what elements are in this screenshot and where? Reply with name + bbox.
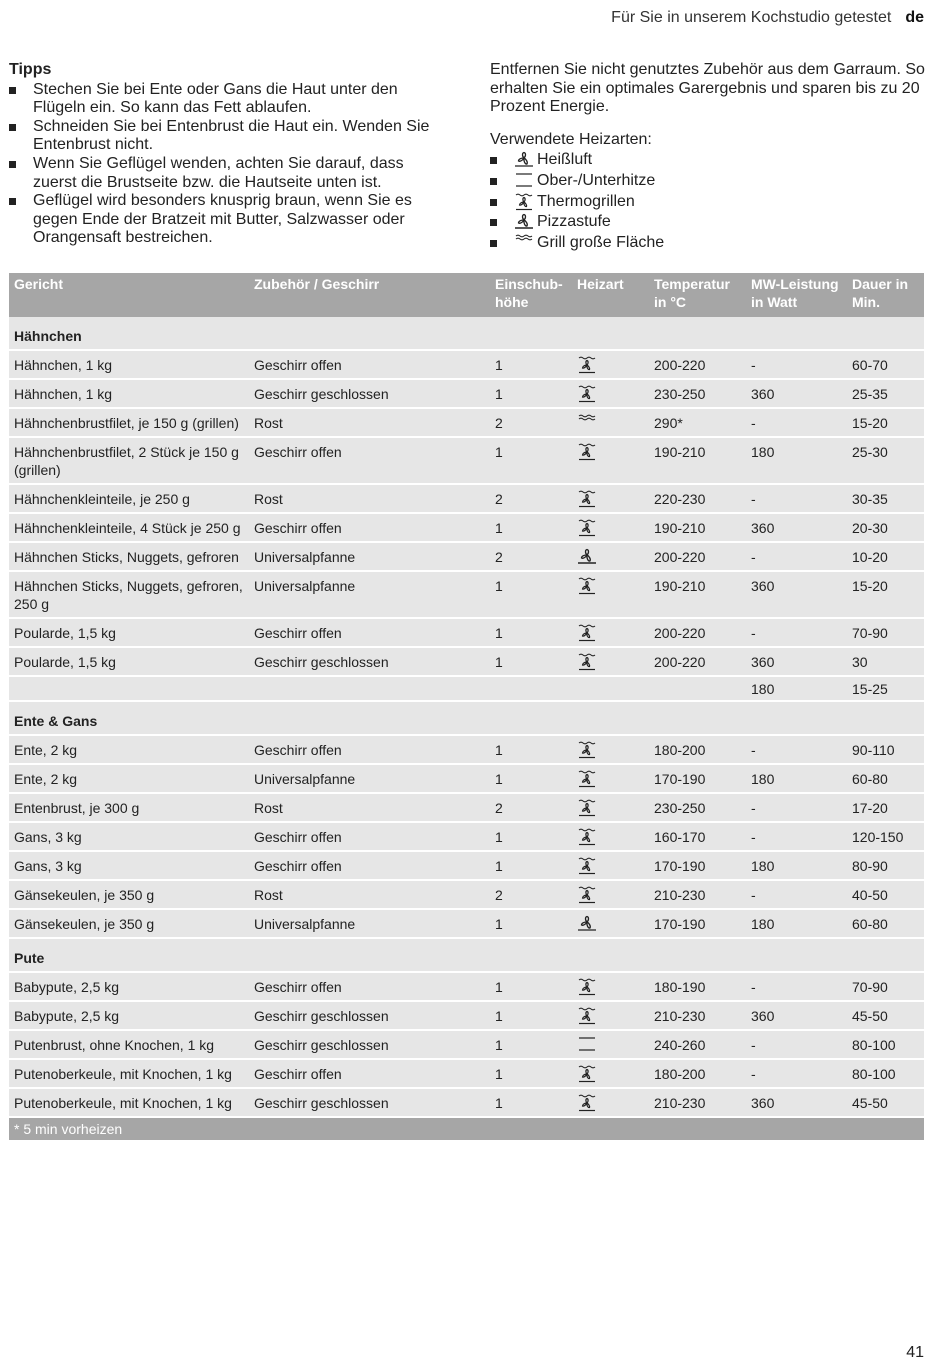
language-code: de bbox=[905, 9, 924, 26]
duration-cell: 17-20 bbox=[847, 793, 924, 822]
level-cell: 1 bbox=[490, 822, 572, 851]
table-row bbox=[9, 379, 924, 408]
mw-power-cell: - bbox=[746, 484, 847, 513]
duration-cell: 15-20 bbox=[847, 571, 924, 618]
level-cell: 1 bbox=[490, 972, 572, 1001]
table-row bbox=[9, 1088, 924, 1117]
table-row bbox=[9, 542, 924, 571]
heat-cell bbox=[572, 909, 649, 938]
duration-cell: 80-100 bbox=[847, 1059, 924, 1088]
duration-cell: 90-110 bbox=[847, 735, 924, 764]
page-header bbox=[611, 9, 924, 27]
table-row bbox=[9, 437, 924, 484]
level-cell: 1 bbox=[490, 1001, 572, 1030]
duration-cell: 60-80 bbox=[847, 909, 924, 938]
thermogrill-icon bbox=[577, 385, 597, 403]
temperature-cell: 170-190 bbox=[649, 909, 746, 938]
table-row bbox=[9, 735, 924, 764]
temperature-cell: 230-250 bbox=[649, 793, 746, 822]
duration-cell: 30 bbox=[847, 647, 924, 676]
table-row bbox=[9, 880, 924, 909]
table-row bbox=[9, 1059, 924, 1088]
level-cell: 1 bbox=[490, 1030, 572, 1059]
heat-mode-label: Grill große Fläche bbox=[537, 233, 665, 251]
heat-mode-item bbox=[490, 233, 930, 254]
level-cell: 2 bbox=[490, 793, 572, 822]
thermogrill-icon bbox=[577, 770, 597, 788]
accessory-cell: Rost bbox=[249, 408, 490, 437]
accessory-cell: Universalpfanne bbox=[249, 764, 490, 793]
heat-cell bbox=[572, 1030, 649, 1059]
heat-cell bbox=[572, 647, 649, 676]
heat-cell bbox=[572, 484, 649, 513]
pizza-setting-icon bbox=[514, 213, 534, 229]
temperature-cell: 200-220 bbox=[649, 647, 746, 676]
mw-power-cell: 360 bbox=[746, 379, 847, 408]
temperature-cell: 180-200 bbox=[649, 735, 746, 764]
heat-mode-label: Thermogrillen bbox=[537, 192, 635, 210]
heat-cell bbox=[572, 676, 649, 701]
accessory-cell: Geschirr offen bbox=[249, 822, 490, 851]
dish-cell: Putenbrust, ohne Knochen, 1 kg bbox=[9, 1030, 249, 1059]
section-header-row bbox=[9, 938, 924, 972]
duration-cell: 45-50 bbox=[847, 1001, 924, 1030]
level-cell: 1 bbox=[490, 735, 572, 764]
mw-power-cell: - bbox=[746, 793, 847, 822]
heat-cell bbox=[572, 793, 649, 822]
mw-power-cell: - bbox=[746, 1030, 847, 1059]
heat-cell bbox=[572, 437, 649, 484]
hot-air-icon bbox=[577, 915, 597, 933]
mw-power-cell: - bbox=[746, 618, 847, 647]
duration-cell: 25-35 bbox=[847, 379, 924, 408]
level-cell: 1 bbox=[490, 647, 572, 676]
mw-power-cell: - bbox=[746, 880, 847, 909]
dish-cell: Babypute, 2,5 kg bbox=[9, 972, 249, 1001]
tip-item: Schneiden Sie bei Entenbrust die Haut ein. Wenden Sie Entenbrust nicht. bbox=[9, 118, 449, 155]
heat-cell bbox=[572, 513, 649, 542]
mw-power-cell: 360 bbox=[746, 647, 847, 676]
thermogrill-icon bbox=[577, 978, 597, 996]
table-row bbox=[9, 618, 924, 647]
accessory-cell: Geschirr geschlossen bbox=[249, 647, 490, 676]
table-row bbox=[9, 1030, 924, 1059]
dish-cell: Hähnchen Sticks, Nuggets, gefroren bbox=[9, 542, 249, 571]
heat-cell bbox=[572, 542, 649, 571]
temperature-cell: 290* bbox=[649, 408, 746, 437]
thermogrill-icon bbox=[577, 490, 597, 508]
heat-modes-list bbox=[490, 150, 930, 253]
mw-power-cell: 180 bbox=[746, 437, 847, 484]
table-row bbox=[9, 764, 924, 793]
dish-cell: Ente, 2 kg bbox=[9, 764, 249, 793]
mw-power-cell: 360 bbox=[746, 1088, 847, 1117]
level-cell bbox=[490, 676, 572, 701]
duration-cell: 30-35 bbox=[847, 484, 924, 513]
accessory-cell: Rost bbox=[249, 484, 490, 513]
section-title: Pute bbox=[9, 938, 924, 972]
dish-cell: Hähnchen Sticks, Nuggets, gefroren, 250 g bbox=[9, 571, 249, 618]
mw-power-cell: - bbox=[746, 350, 847, 379]
accessory-cell: Universalpfanne bbox=[249, 571, 490, 618]
thermogrill-icon bbox=[577, 653, 597, 671]
mw-power-cell: 180 bbox=[746, 909, 847, 938]
temperature-cell: 240-260 bbox=[649, 1030, 746, 1059]
thermogrill-icon bbox=[577, 828, 597, 846]
dish-cell: Ente, 2 kg bbox=[9, 735, 249, 764]
dish-cell: Hähnchenbrustfilet, 2 Stück je 150 g (grillen) bbox=[9, 437, 249, 484]
mw-power-cell: 360 bbox=[746, 513, 847, 542]
table-row bbox=[9, 408, 924, 437]
thermogrill-icon bbox=[577, 1065, 597, 1083]
thermogrill-icon bbox=[577, 624, 597, 642]
duration-cell: 25-30 bbox=[847, 437, 924, 484]
heat-mode-label: Heißluft bbox=[537, 151, 593, 169]
temperature-cell: 200-220 bbox=[649, 542, 746, 571]
temperature-cell: 160-170 bbox=[649, 822, 746, 851]
thermogrill-icon bbox=[577, 857, 597, 875]
tips-column bbox=[9, 61, 449, 248]
level-cell: 2 bbox=[490, 484, 572, 513]
pizza-setting-icon bbox=[577, 548, 597, 566]
grill-large-icon bbox=[577, 414, 597, 432]
heat-cell bbox=[572, 851, 649, 880]
accessory-cell: Geschirr offen bbox=[249, 1059, 490, 1088]
level-cell: 2 bbox=[490, 408, 572, 437]
heat-mode-item bbox=[490, 192, 930, 213]
section-title: Hähnchen bbox=[9, 317, 924, 350]
thermogrill-icon bbox=[514, 193, 534, 209]
dish-cell: Poularde, 1,5 kg bbox=[9, 618, 249, 647]
level-cell: 1 bbox=[490, 350, 572, 379]
accessory-cell: Rost bbox=[249, 793, 490, 822]
mw-power-cell: - bbox=[746, 1059, 847, 1088]
heat-cell bbox=[572, 1059, 649, 1088]
heat-cell bbox=[572, 571, 649, 618]
level-cell: 2 bbox=[490, 880, 572, 909]
level-cell: 1 bbox=[490, 379, 572, 408]
duration-cell: 40-50 bbox=[847, 880, 924, 909]
temperature-cell: 180-200 bbox=[649, 1059, 746, 1088]
mw-power-cell: - bbox=[746, 972, 847, 1001]
dish-cell bbox=[9, 676, 249, 701]
top-bottom-heat-icon bbox=[514, 172, 534, 188]
accessory-cell: Geschirr offen bbox=[249, 618, 490, 647]
temperature-cell bbox=[649, 676, 746, 701]
footnote-row bbox=[9, 1117, 924, 1140]
tips-list bbox=[9, 81, 449, 248]
heat-mode-label: Pizzastufe bbox=[537, 213, 611, 231]
duration-cell: 60-70 bbox=[847, 350, 924, 379]
mw-power-cell: - bbox=[746, 542, 847, 571]
temperature-cell: 180-190 bbox=[649, 972, 746, 1001]
duration-cell: 45-50 bbox=[847, 1088, 924, 1117]
table-row bbox=[9, 484, 924, 513]
mw-power-cell: 360 bbox=[746, 571, 847, 618]
mw-power-cell: 180 bbox=[746, 764, 847, 793]
dish-cell: Entenbrust, je 300 g bbox=[9, 793, 249, 822]
level-cell: 1 bbox=[490, 1088, 572, 1117]
heat-cell bbox=[572, 972, 649, 1001]
tips-title: Tipps bbox=[9, 61, 52, 78]
heat-mode-item bbox=[490, 171, 930, 192]
heat-cell bbox=[572, 1088, 649, 1117]
temperature-cell: 170-190 bbox=[649, 851, 746, 880]
temperature-cell: 230-250 bbox=[649, 379, 746, 408]
dish-cell: Babypute, 2,5 kg bbox=[9, 1001, 249, 1030]
heat-mode-item bbox=[490, 212, 930, 233]
heat-modes-title: Verwendete Heizarten: bbox=[490, 130, 652, 148]
accessory-cell: Geschirr geschlossen bbox=[249, 1001, 490, 1030]
dish-cell: Putenoberkeule, mit Knochen, 1 kg bbox=[9, 1059, 249, 1088]
dish-cell: Hähnchen, 1 kg bbox=[9, 350, 249, 379]
table-row bbox=[9, 647, 924, 676]
thermogrill-icon bbox=[577, 886, 597, 904]
header-temperature: Temperatur in °C bbox=[649, 273, 746, 317]
cooking-table bbox=[9, 273, 924, 1140]
heat-cell bbox=[572, 408, 649, 437]
thermogrill-icon bbox=[577, 799, 597, 817]
page-number: 41 bbox=[906, 1344, 924, 1361]
heat-cell bbox=[572, 379, 649, 408]
heat-cell bbox=[572, 764, 649, 793]
table-row bbox=[9, 851, 924, 880]
duration-cell: 70-90 bbox=[847, 618, 924, 647]
duration-cell: 20-30 bbox=[847, 513, 924, 542]
level-cell: 1 bbox=[490, 618, 572, 647]
heat-cell bbox=[572, 880, 649, 909]
mw-power-cell: - bbox=[746, 822, 847, 851]
table-row bbox=[9, 1001, 924, 1030]
level-cell: 2 bbox=[490, 542, 572, 571]
thermogrill-icon bbox=[577, 443, 597, 461]
accessory-cell bbox=[249, 676, 490, 701]
duration-cell: 60-80 bbox=[847, 764, 924, 793]
accessory-cell: Universalpfanne bbox=[249, 542, 490, 571]
duration-cell: 80-90 bbox=[847, 851, 924, 880]
header-duration: Dauer in Min. bbox=[847, 273, 924, 317]
tip-item: Stechen Sie bei Ente oder Gans die Haut unter den Flügeln ein. So kann das Fett ablaufen. bbox=[9, 81, 449, 118]
accessory-cell: Geschirr offen bbox=[249, 735, 490, 764]
energy-paragraph: Entfernen Sie nicht genutztes Zubehör aus dem Garraum. So erhalten Sie ein optimales Garergebnis und sparen bis zu 20 Prozent Energie. bbox=[490, 61, 925, 116]
temperature-cell: 190-210 bbox=[649, 571, 746, 618]
heat-mode-label: Ober-/Unterhitze bbox=[537, 171, 656, 189]
info-column bbox=[490, 61, 930, 253]
duration-cell: 80-100 bbox=[847, 1030, 924, 1059]
thermogrill-icon bbox=[577, 1094, 597, 1112]
table-row bbox=[9, 793, 924, 822]
footnote: * 5 min vorheizen bbox=[9, 1117, 924, 1140]
temperature-cell: 170-190 bbox=[649, 764, 746, 793]
accessory-cell: Geschirr geschlossen bbox=[249, 379, 490, 408]
thermogrill-icon bbox=[577, 1007, 597, 1025]
temperature-cell: 210-230 bbox=[649, 880, 746, 909]
dish-cell: Gans, 3 kg bbox=[9, 851, 249, 880]
duration-cell: 120-150 bbox=[847, 822, 924, 851]
dish-cell: Gänsekeulen, je 350 g bbox=[9, 909, 249, 938]
level-cell: 1 bbox=[490, 851, 572, 880]
section-title: Ente & Gans bbox=[9, 701, 924, 735]
tip-item: Wenn Sie Geflügel wenden, achten Sie darauf, dass zuerst die Brustseite bzw. die Hautseite unten ist. bbox=[9, 155, 449, 192]
table-row bbox=[9, 513, 924, 542]
table-row bbox=[9, 822, 924, 851]
duration-cell: 15-25 bbox=[847, 676, 924, 701]
temperature-cell: 210-230 bbox=[649, 1088, 746, 1117]
tip-item: Geflügel wird besonders knusprig braun, wenn Sie es gegen Ende der Bratzeit mit Butter, Salzwasser oder Orangensaft bestreichen. bbox=[9, 192, 449, 248]
level-cell: 1 bbox=[490, 437, 572, 484]
table-row bbox=[9, 972, 924, 1001]
accessory-cell: Geschirr geschlossen bbox=[249, 1088, 490, 1117]
temperature-cell: 190-210 bbox=[649, 437, 746, 484]
thermogrill-icon bbox=[577, 519, 597, 537]
thermogrill-icon bbox=[577, 356, 597, 374]
header-mw-power: MW-Leistung in Watt bbox=[746, 273, 847, 317]
thermogrill-icon bbox=[577, 577, 597, 595]
heat-cell bbox=[572, 350, 649, 379]
hot-air-icon bbox=[514, 151, 534, 167]
dish-cell: Gans, 3 kg bbox=[9, 822, 249, 851]
temperature-cell: 190-210 bbox=[649, 513, 746, 542]
accessory-cell: Geschirr offen bbox=[249, 972, 490, 1001]
section-header-row bbox=[9, 701, 924, 735]
section-header-row bbox=[9, 317, 924, 350]
grill-large-icon bbox=[514, 234, 534, 250]
header-dish: Gericht bbox=[9, 273, 249, 317]
dish-cell: Poularde, 1,5 kg bbox=[9, 647, 249, 676]
mw-power-cell: 180 bbox=[746, 851, 847, 880]
mw-power-cell: - bbox=[746, 408, 847, 437]
dish-cell: Hähnchen, 1 kg bbox=[9, 379, 249, 408]
header-heat: Heizart bbox=[572, 273, 649, 317]
top-bottom-heat-icon bbox=[577, 1036, 597, 1054]
duration-cell: 15-20 bbox=[847, 408, 924, 437]
accessory-cell: Universalpfanne bbox=[249, 909, 490, 938]
table-row bbox=[9, 350, 924, 379]
heat-cell bbox=[572, 735, 649, 764]
dish-cell: Gänsekeulen, je 350 g bbox=[9, 880, 249, 909]
accessory-cell: Geschirr offen bbox=[249, 513, 490, 542]
duration-cell: 10-20 bbox=[847, 542, 924, 571]
heat-mode-item bbox=[490, 150, 930, 171]
header-accessory: Zubehör / Geschirr bbox=[249, 273, 490, 317]
accessory-cell: Geschirr geschlossen bbox=[249, 1030, 490, 1059]
level-cell: 1 bbox=[490, 764, 572, 793]
table-row bbox=[9, 571, 924, 618]
heat-cell bbox=[572, 618, 649, 647]
temperature-cell: 200-220 bbox=[649, 618, 746, 647]
header-level: Einschub- höhe bbox=[490, 273, 572, 317]
temperature-cell: 220-230 bbox=[649, 484, 746, 513]
temperature-cell: 200-220 bbox=[649, 350, 746, 379]
thermogrill-icon bbox=[577, 741, 597, 759]
table-header-row bbox=[9, 273, 924, 317]
dish-cell: Hähnchenkleinteile, je 250 g bbox=[9, 484, 249, 513]
level-cell: 1 bbox=[490, 513, 572, 542]
heat-cell bbox=[572, 1001, 649, 1030]
dish-cell: Putenoberkeule, mit Knochen, 1 kg bbox=[9, 1088, 249, 1117]
accessory-cell: Geschirr offen bbox=[249, 437, 490, 484]
level-cell: 1 bbox=[490, 571, 572, 618]
level-cell: 1 bbox=[490, 1059, 572, 1088]
table-row bbox=[9, 676, 924, 701]
accessory-cell: Rost bbox=[249, 880, 490, 909]
heat-cell bbox=[572, 822, 649, 851]
level-cell: 1 bbox=[490, 909, 572, 938]
dish-cell: Hähnchenbrustfilet, je 150 g (grillen) bbox=[9, 408, 249, 437]
mw-power-cell: - bbox=[746, 735, 847, 764]
accessory-cell: Geschirr offen bbox=[249, 851, 490, 880]
duration-cell: 70-90 bbox=[847, 972, 924, 1001]
header-title: Für Sie in unserem Kochstudio getestet bbox=[611, 9, 892, 26]
accessory-cell: Geschirr offen bbox=[249, 350, 490, 379]
dish-cell: Hähnchenkleinteile, 4 Stück je 250 g bbox=[9, 513, 249, 542]
mw-power-cell: 360 bbox=[746, 1001, 847, 1030]
temperature-cell: 210-230 bbox=[649, 1001, 746, 1030]
mw-power-cell: 180 bbox=[746, 676, 847, 701]
table-row bbox=[9, 909, 924, 938]
